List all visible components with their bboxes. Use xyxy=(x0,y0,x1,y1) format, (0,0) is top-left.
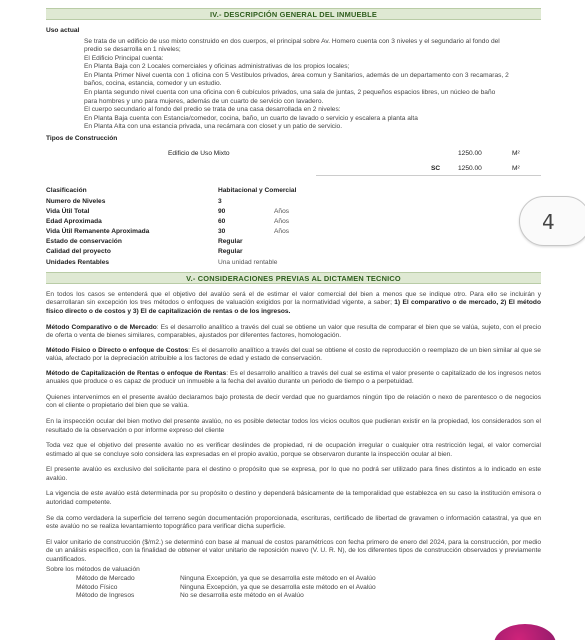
page-number: 4 xyxy=(542,210,555,234)
classification-table xyxy=(46,186,541,268)
uso-line: En planta segundo nivel cuenta con una oficina con 6 cubículos privados, una sala de juntas, 2 pequeños espacios libres, un núcleo de baño xyxy=(84,88,496,96)
method-row xyxy=(46,584,541,593)
uso-line: En Planta Primer Nivel cuenta con 1 oficina con 5 Vestíbulos privados, área comun y Sanitarios, además de un departamento con 3 recamaras, 2 xyxy=(84,71,509,79)
method-description: No se desarrolla este método en el Avalúo xyxy=(180,592,304,600)
classification-unit: Años xyxy=(274,228,290,236)
section-iv-header: IV.- DESCRIPCIÓN GENERAL DEL INMUEBLE xyxy=(46,8,541,20)
method-description: Ninguna Excepción, ya que se desarrolla este método en el Avalúo xyxy=(180,583,376,591)
validity-paragraph: La vigencia de este avalúo está determinada por su propósito o destino y dependerá básicamente de la temporalidad que establezca en su caso la institución emisora o autoridad competente. xyxy=(46,490,541,506)
method-row xyxy=(46,575,541,584)
inspection-paragraph: En la inspección ocular del bien motivo del presente avalúo, no es posible detectar todos los vicios ocultos que pudieran existir en la propiedad, los considerados son el resultado de la observación o por informe expreso del cliente xyxy=(46,418,541,434)
classification-row xyxy=(46,258,541,268)
classification-value: Habitacional y Comercial xyxy=(218,187,297,195)
classification-value: 3 xyxy=(218,197,222,205)
paragraph-text: En todos los casos se entenderá que el objetivo del avalúo será el de estimar el valor comercial del bien a menos que se indique otro. Para ello se incluirán y desarrollaran sin excepción los tres métodos o enfoques de valuación exigidos por la normatividad vigente, a saber; xyxy=(46,290,541,307)
uso-line: El cuerpo secundario al fondo del predio se trata de una casa desarrollada en 2 niveles: xyxy=(84,106,341,114)
classification-row xyxy=(46,237,541,247)
paragraph-text: : Es el desarrollo analítico a través del cual se estima el valor presente o capitalizado de los ingresos netos anuales que produce o es capaz de producir un inmueble a la fecha del avalúo durante un periodo de tiempo o a perpetuidad. xyxy=(46,369,541,386)
paragraph-text: : Es el desarrollo analítico a través del cual se obtiene el costo de reproducción o reemplazo de un bien similar al que se valúa, afectado por la depreciación atribuible a los factores de edad y estado de conservación. xyxy=(46,346,541,363)
uso-line: baños, cocina, estancia, comedor y un estudio. xyxy=(84,80,222,88)
classification-value: 60 xyxy=(218,217,226,225)
comparative-method-paragraph xyxy=(46,324,541,341)
page-number-badge[interactable] xyxy=(519,196,585,246)
construction-type-name: Edificio de Uso Mixto xyxy=(168,150,230,158)
uso-actual-label: Uso actual xyxy=(46,27,80,34)
classification-value: Una unidad rentable xyxy=(218,258,278,266)
method-row xyxy=(46,592,541,601)
uso-line: En Planta Alta con una estancia privada, una recámara con closet y un patio de servicio. xyxy=(84,123,343,131)
method-description: Ninguna Excepción, ya que se desarrolla este método en el Avalúo xyxy=(180,574,376,582)
classification-label: Vida Útil Remanente Aproximada xyxy=(46,228,150,236)
section-v-header: V.- CONSIDERACIONES PREVIAS AL DICTAMEN TECNICO xyxy=(46,272,541,284)
sc-divider xyxy=(316,175,541,176)
sc-value: 1250.00 xyxy=(458,165,482,173)
construction-area-unit: M² xyxy=(512,150,520,158)
income-method-paragraph xyxy=(46,370,541,387)
exclusivity-paragraph: El presente avalúo es exclusivo del solicitante para el destino o propósito que se expresa, por lo que no podrá ser utilizado para fines distintos a lo indicado en este avalúo. xyxy=(46,466,541,482)
physical-method-paragraph xyxy=(46,347,541,364)
surface-paragraph: Se da como verdadera la superficie del terreno según documentación proporcionada, escrituras, certificado de libertad de gravamen o información catastral, ya que en este avalúo no se realiza levantamiento topográfico para verificar dicha superficie. xyxy=(46,514,541,531)
paragraph-term: Método Físico o Directo o enfoque de Costos xyxy=(46,346,189,354)
classification-label: Calidad del proyecto xyxy=(46,248,111,256)
method-name: Método de Mercado xyxy=(76,574,135,582)
classification-row xyxy=(46,227,541,237)
sc-label: SC xyxy=(431,165,441,173)
uso-line: predio se desarrolla en 1 niveles; xyxy=(84,46,181,54)
classification-row xyxy=(46,247,541,257)
uso-line: Se trata de un edificio de uso mixto construido en dos cuerpos, el principal sobre Av. Homero cuenta con 3 niveles y el segundario al fondo del xyxy=(84,37,500,45)
valuation-methods-title xyxy=(46,566,541,575)
classification-row xyxy=(46,207,541,217)
classification-row xyxy=(46,217,541,227)
classification-unit: Años xyxy=(274,217,290,225)
classification-label: Unidades Rentables xyxy=(46,258,110,266)
legal-restriction-paragraph: Toda vez que el objetivo del presente avalúo no es verificar deslindes de propiedad, ni de ocupación irregular o cualquier otra restricción legal, el valor comercial estimado al que se concluye solo considera las expresadas en el propio avalúo, porque se observaron durante la inspección ocular al bien. xyxy=(46,442,541,458)
classification-label: Clasificación xyxy=(46,187,87,195)
classification-label: Estado de conservación xyxy=(46,238,122,246)
paragraph-text: : Es el desarrollo analítico a través del cual se obtiene un valor que resulta de comparar el bien que se valúa, sujeto, con el precio de oferta o venta de bienes similares, comparables, ajustados por diferentes factores, homologación. xyxy=(46,323,541,340)
methods-title-text: Sobre los métodos de valuación xyxy=(46,566,140,574)
uso-line: El Edificio Principal cuenta: xyxy=(84,54,164,62)
objective-paragraph xyxy=(46,291,541,317)
classification-row xyxy=(46,197,541,207)
classification-value: Regular xyxy=(218,248,243,256)
classification-value: 30 xyxy=(218,228,226,236)
paragraph-term: Método de Capitalización de Rentas o enfoque de Rentas xyxy=(46,369,227,377)
declaration-paragraph: Quienes intervenimos en el presente avalúo declaramos bajo protesta de decir verdad que no guardamos ningún tipo de relación o nexo de parentesco o de negocios con el cliente o propietario del bien que se valúa. xyxy=(46,393,541,410)
valuation-methods-list xyxy=(46,566,541,600)
sc-total-row xyxy=(46,165,541,176)
method-name: Método de Ingresos xyxy=(76,592,135,600)
unit-value-paragraph: El valor unitario de construcción ($/m2.) se determinó con base al manual de costos paramétricos con fecha primero de enero del 2024, para la construcción, por medio de un análisis específico, con la finalidad de obtener el valor unitario de reposición nuevo (V. U. R. N), de los diferentes tipos de construcción observados y previamente cuantificados. xyxy=(46,538,541,563)
paragraph-emphasis: 1) El comparativo o de mercado, 2) El método físico directo o de costos y 3) El de capitalización de rentas o de los ingresos. xyxy=(46,299,541,315)
uso-line: En Planta Baja cuenta con Estancia/comedor, cocina, baño, un cuarto de lavado o servicio y escalera a planta alta xyxy=(84,114,418,122)
uso-actual-description xyxy=(84,38,541,132)
uso-line: En Planta Baja con 2 Locales comerciales y oficinas administrativas de los propios locales; xyxy=(84,63,350,71)
method-name: Método Físico xyxy=(76,583,118,591)
tipos-construccion-row xyxy=(46,150,541,161)
paragraph-term: Método Comparativo o de Mercado xyxy=(46,323,157,331)
classification-row xyxy=(46,186,541,196)
sc-unit: M² xyxy=(512,165,520,173)
classification-label: Numero de Niveles xyxy=(46,197,106,205)
classification-unit: Años xyxy=(274,207,290,215)
classification-label: Vida Útil Total xyxy=(46,207,90,215)
classification-value: Regular xyxy=(218,238,243,246)
classification-value: 90 xyxy=(218,207,226,215)
tipos-construccion-label: Tipos de Construcción xyxy=(46,134,118,142)
uso-line: para hombres y uno para mujeres, además de un cuarto de servicio con lavadero. xyxy=(84,97,324,105)
classification-label: Edad Aproximada xyxy=(46,217,102,225)
construction-area-value: 1250.00 xyxy=(458,150,482,158)
